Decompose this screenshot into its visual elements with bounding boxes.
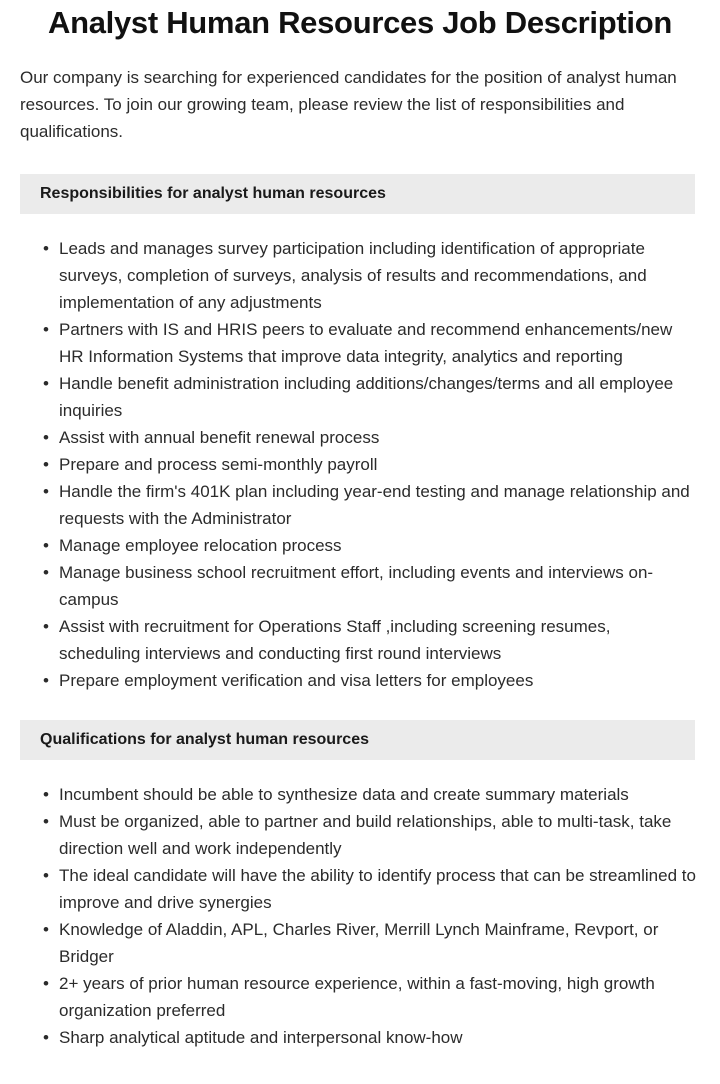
- list-item: • Partners with IS and HRIS peers to evaluate and recommend enhancements/new HR Information Systems that improve data integrity, analytics and reporting: [0, 316, 720, 370]
- list-item: • Manage employee relocation process: [0, 532, 720, 559]
- list-item: • Must be organized, able to partner and build relationships, able to multi-task, take direction well and work independently: [0, 808, 720, 862]
- list-item: • Handle the firm's 401K plan including year-end testing and manage relationship and requests with the Administrator: [0, 478, 720, 532]
- list-item: • Leads and manages survey participation including identification of appropriate surveys, completion of surveys, analysis of results and recommendations, and implementation of any adjustments: [0, 235, 720, 316]
- section-responsibilities: [0, 145, 720, 694]
- list-item: • Handle benefit administration including additions/changes/terms and all employee inquiries: [0, 370, 720, 424]
- list-item: • Knowledge of Aladdin, APL, Charles River, Merrill Lynch Mainframe, Revport, or Bridger: [0, 916, 720, 970]
- responsibilities-list: [0, 214, 720, 694]
- list-item: • Assist with recruitment for Operations Staff ,including screening resumes, scheduling interviews and conducting first round interviews: [0, 613, 720, 667]
- section-qualifications: [0, 694, 720, 1051]
- qualifications-list: [0, 760, 720, 1051]
- list-item: • Sharp analytical aptitude and interpersonal know-how: [0, 1024, 720, 1051]
- list-item: • Prepare employment verification and visa letters for employees: [0, 667, 720, 694]
- section-header-responsibilities: [20, 174, 695, 214]
- section-header-qualifications: [20, 720, 695, 760]
- list-item: • Manage business school recruitment effort, including events and interviews on-campus: [0, 559, 720, 613]
- page-title: Analyst Human Resources Job Description: [48, 5, 672, 40]
- list-item: • Incumbent should be able to synthesize data and create summary materials: [0, 781, 720, 808]
- section-header-label: Qualifications for analyst human resources: [40, 731, 369, 748]
- list-item: • Prepare and process semi-monthly payroll: [0, 451, 720, 478]
- intro-paragraph: Our company is searching for experienced candidates for the position of analyst human resources. To join our growing team, please review the list of responsibilities and qualifications.: [20, 68, 677, 141]
- section-header-label: Responsibilities for analyst human resources: [40, 185, 386, 202]
- list-item: • 2+ years of prior human resource experience, within a fast-moving, high growth organization preferred: [0, 970, 720, 1024]
- list-item: • The ideal candidate will have the ability to identify process that can be streamlined to improve and drive synergies: [0, 862, 720, 916]
- list-item: • Assist with annual benefit renewal process: [0, 424, 720, 451]
